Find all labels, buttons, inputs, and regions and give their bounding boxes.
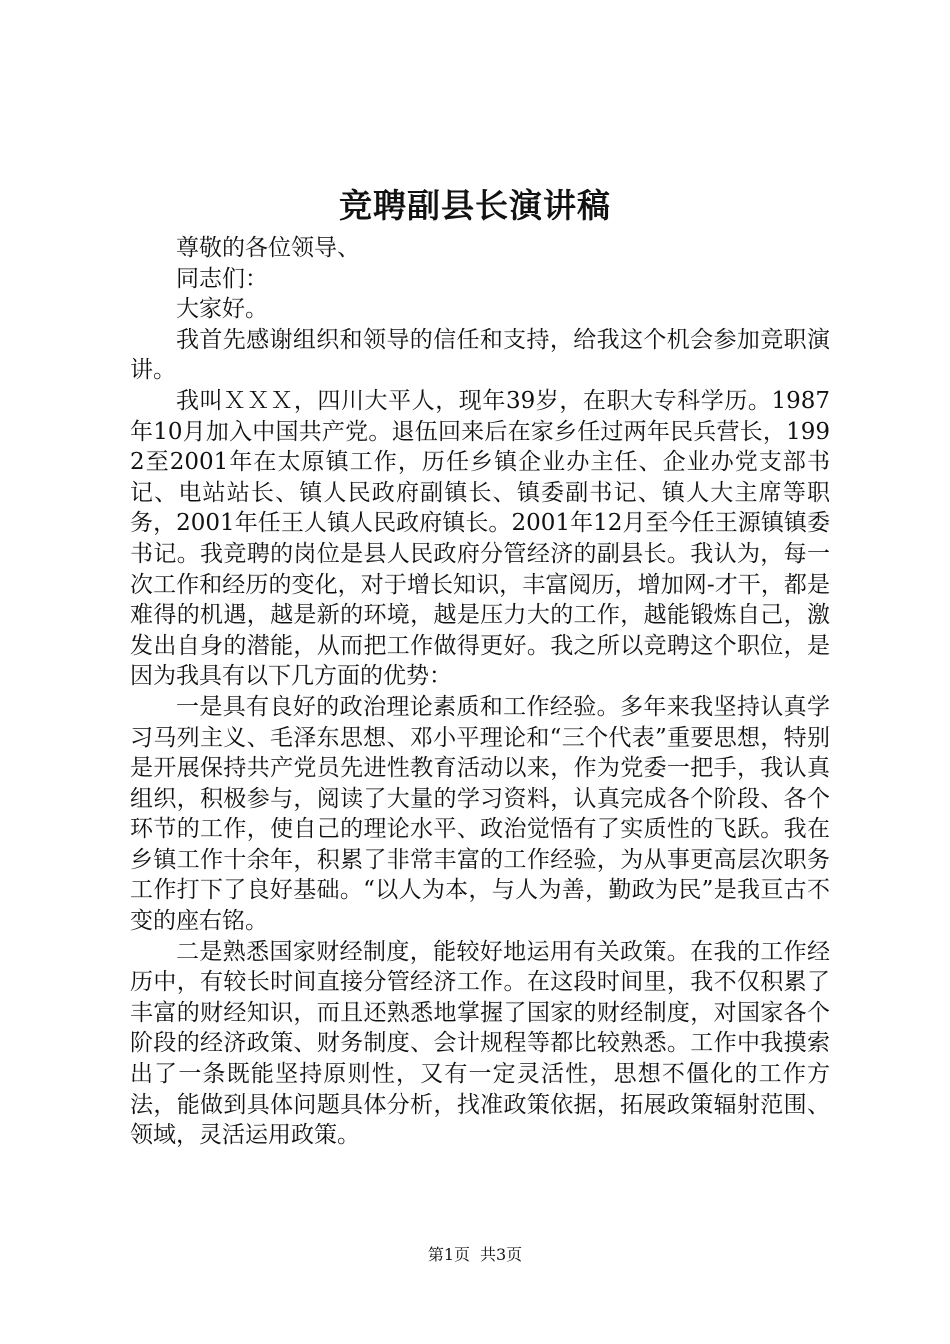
paragraph-advantage-one: 一是具有良好的政治理论素质和工作经验。多年来我坚持认真学习马列主义、毛泽东思想、邓小平理论和“三个代表”重要思想，特别是开展保持共产党员先进性教育活动以来，作为党委一把手，我认真组织，积极参与，阅读了大量的学习资料，认真完成各个阶段、各个环节的工作，使自己的理论水平、政治觉悟有了实质性的飞跃。我在乡镇工作十余年，积累了非常丰富的工作经验，为从事更高层次职务工作打下了良好基础。“以人为本，与人为善，勤政为民”是我亘古不变的座右铭。: [130, 693, 830, 935]
paragraph-advantage-two: 二是熟悉国家财经制度，能较好地运用有关政策。在我的工作经历中，有较长时间直接分管经济工作。在这段时间里，我不仅积累了丰富的财经知识，而且还熟悉地掌握了国家的财经制度，对国家各个阶段的经济政策、财务制度、会计规程等都比较熟悉。工作中我摸索出了一条既能坚持原则性，又有一定灵活性，思想不僵化的工作方法，能做到具体问题具体分析，找准政策依据，拓展政策辐射范围、领域，灵活运用政策。: [130, 938, 830, 1149]
salutation-line-2: 同志们：: [176, 265, 268, 292]
page-total: 共3页: [480, 1245, 523, 1264]
greeting: 大家好。: [176, 296, 268, 323]
salutation-line-1: 尊敬的各位领导、: [176, 235, 360, 261]
paragraph-thanks: 我首先感谢组织和领导的信任和支持，给我这个机会参加竞职演讲。: [130, 326, 830, 384]
document-body: [130, 233, 830, 1151]
paragraph-introduction: 我叫ＸＸＸ，四川大平人，现年39岁，在职大专科学历。1987年10月加入中国共产党。退伍回来后在家乡任过两年民兵营长，1992至2001年在太原镇工作，历任乡镇企业办主任、企业办党支部书记、电站站长、镇人民政府副镇长、镇委副书记、镇人大主席等职务，2001年任王人镇人民政府镇长。2001年12月至今任王源镇镇委书记。我竞聘的岗位是县人民政府分管经济的副县长。我认为，每一次工作和经历的变化，对于增长知识，丰富阅历，增加网-才干，都是难得的机遇，越是新的环境，越是压力大的工作，越能锻炼自己，激发出自身的潜能，从而把工作做得更好。我之所以竞聘这个职位，是因为我具有以下几方面的优势：: [130, 387, 830, 690]
page-number: 第1页: [427, 1245, 470, 1264]
page-footer: [0, 1245, 950, 1265]
document-title: 竞聘副县长演讲稿: [339, 186, 611, 225]
